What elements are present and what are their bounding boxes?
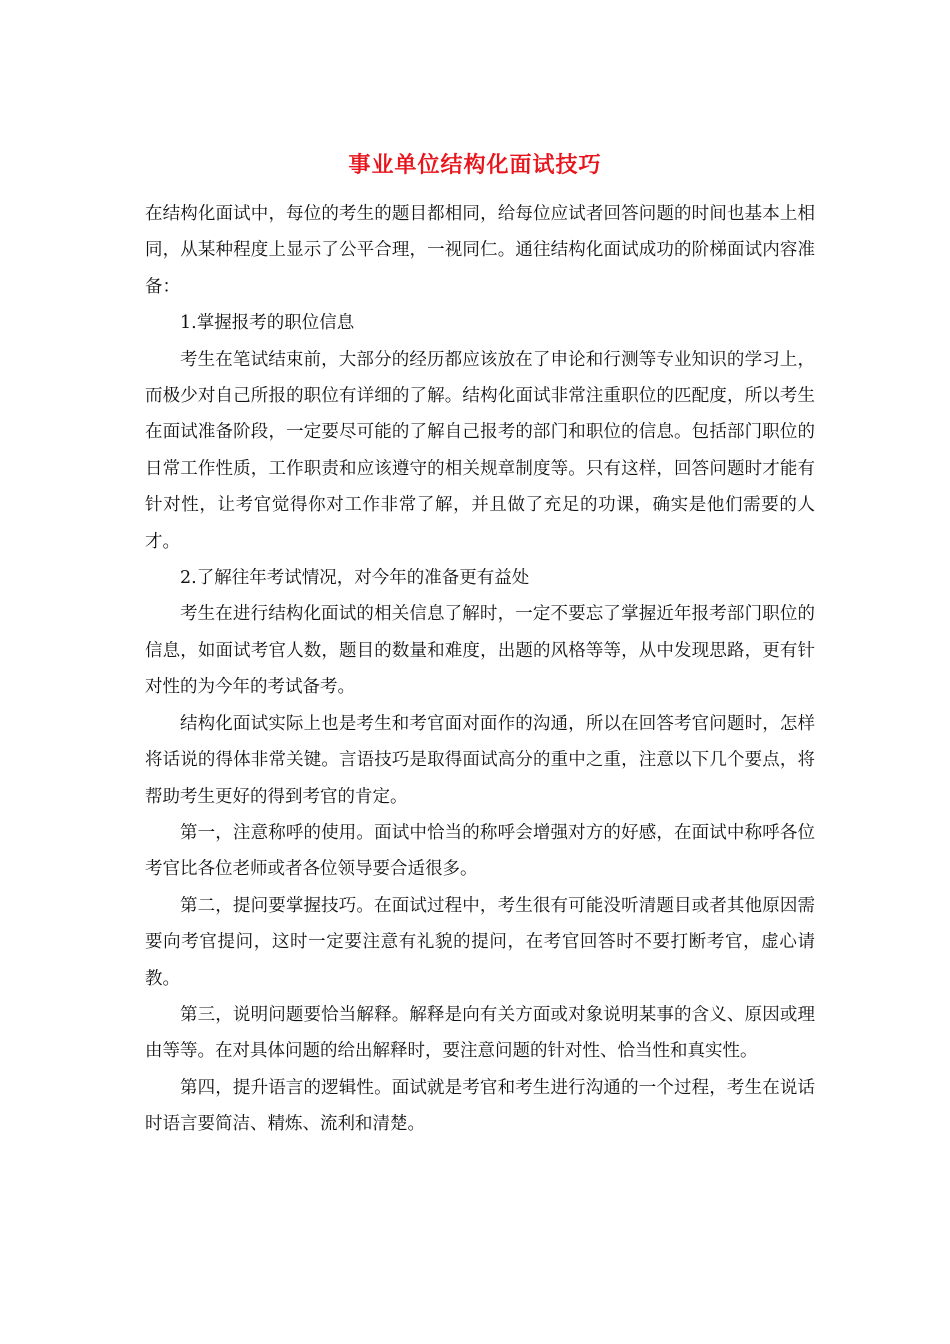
heading-2: 2.了解往年考试情况，对今年的准备更有益处 — [180, 568, 530, 589]
paragraph-1: 考生在笔试结束前，大部分的经历都应该放在了申论和行测等专业知识的学习上，而极少对自己所报的职位有详细的了解。结构化面试非常注重职位的匹配度，所以考生在面试准备阶段，一定要尽可能的了解自己报考的部门和职位的信息。包括部门职位的日常工作性质，工作职责和应该遵守的相关规章制度等。只有这样，回答问题时才能有针对性，让考官觉得你对工作非常了解，并且做了充足的功课，确实是他们需要的人才。 — [145, 349, 815, 552]
point-1: 第一，注意称呼的使用。面试中恰当的称呼会增强对方的好感，在面试中称呼各位考官比各位老师或者各位领导要合适很多。 — [145, 822, 815, 880]
document-body — [145, 196, 815, 1143]
paragraph-2: 考生在进行结构化面试的相关信息了解时，一定不要忘了掌握近年报考部门职位的信息，如面试考官人数，题目的数量和难度，出题的风格等等，从中发现思路，更有针对性的为今年的考试备考。 — [145, 604, 815, 698]
point-3: 第三，说明问题要恰当解释。解释是向有关方面或对象说明某事的含义、原因或理由等等。在对具体问题的给出解释时，要注意问题的针对性、恰当性和真实性。 — [145, 1004, 815, 1062]
heading-1: 1.掌握报考的职位信息 — [180, 313, 355, 334]
point-4: 第四，提升语言的逻辑性。面试就是考官和考生进行沟通的一个过程，考生在说话时语言要简洁、精炼、流利和清楚。 — [145, 1077, 815, 1135]
point-2: 第二，提问要掌握技巧。在面试过程中，考生很有可能没听清题目或者其他原因需要向考官提问，这时一定要注意有礼貌的提问，在考官回答时不要打断考官，虚心请教。 — [145, 895, 815, 989]
document-title: 事业单位结构化面试技巧 — [348, 152, 602, 178]
paragraph-3: 结构化面试实际上也是考生和考官面对面作的沟通，所以在回答考官问题时，怎样将话说的得体非常关键。言语技巧是取得面试高分的重中之重，注意以下几个要点，将帮助考生更好的得到考官的肯定。 — [145, 713, 815, 807]
paragraph-intro: 在结构化面试中，每位的考生的题目都相同，给每位应试者回答问题的时间也基本上相同，从某种程度上显示了公平合理，一视同仁。通往结构化面试成功的阶梯面试内容准备： — [145, 204, 815, 297]
